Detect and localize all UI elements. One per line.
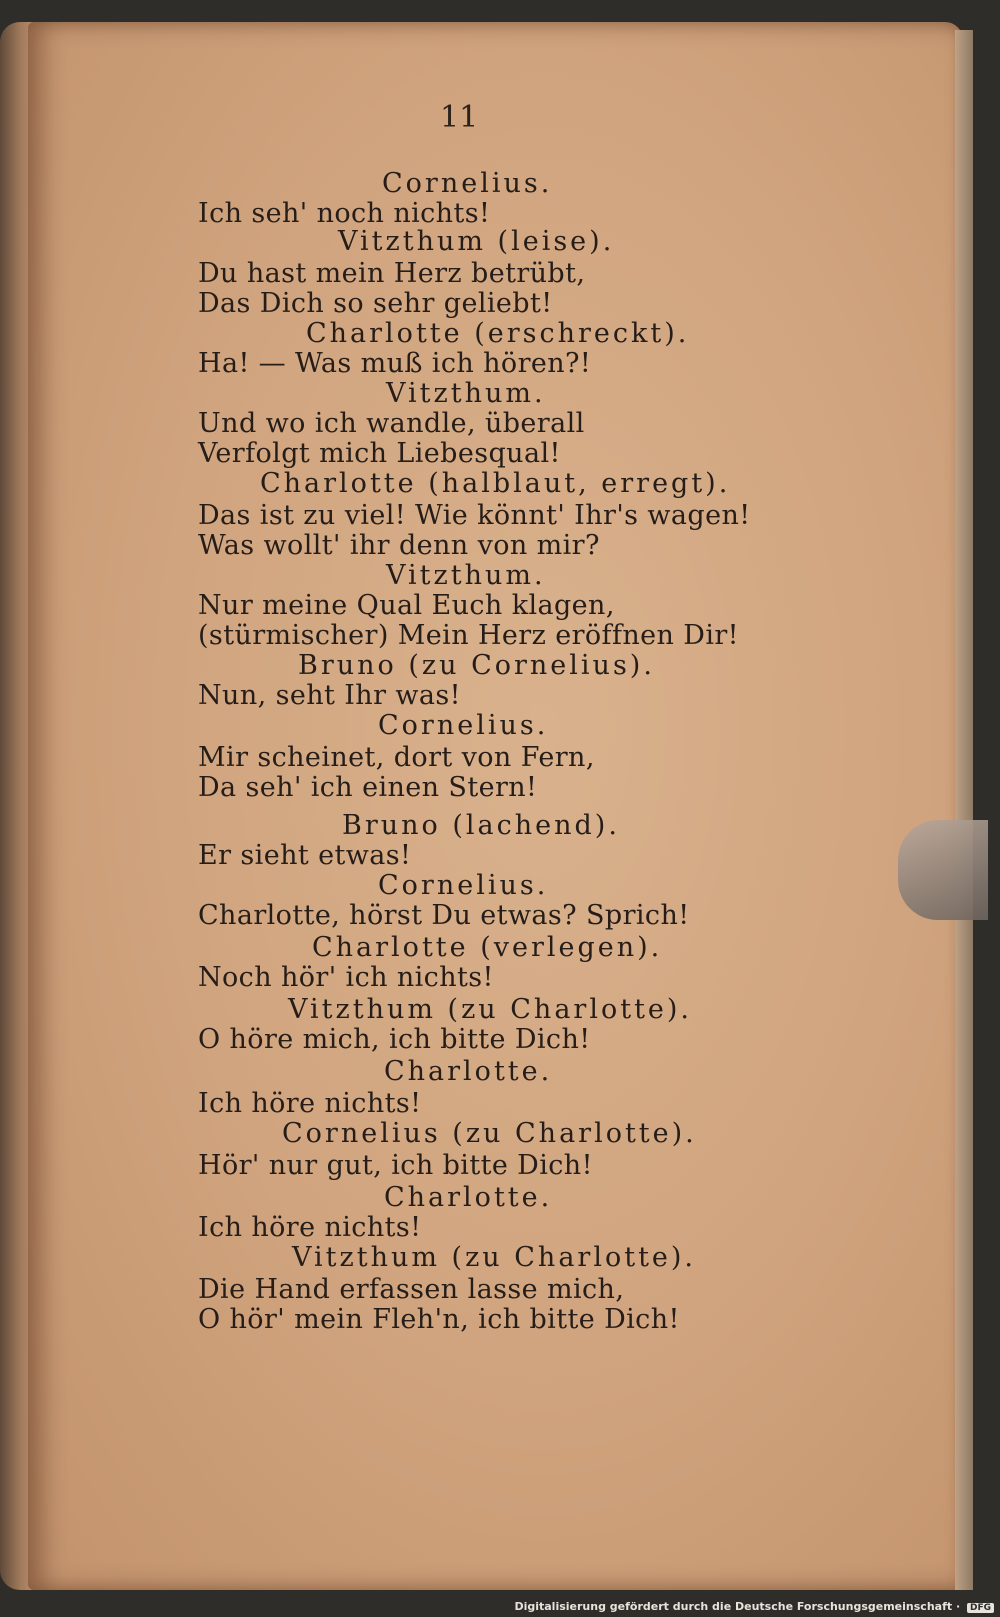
speaker-heading: Cornelius.	[378, 710, 549, 741]
digitization-credit: Digitalisierung gefördert durch die Deutsche Forschungsgemeinschaft · DFG	[514, 1600, 994, 1613]
verse-line: O hör' mein Fleh'n, ich bitte Dich!	[198, 1304, 680, 1335]
verse-line: Das Dich so sehr geliebt!	[198, 288, 553, 319]
verse-line: (stürmischer) Mein Herz eröffnen Dir!	[198, 620, 739, 651]
verse-line: Noch hör' ich nichts!	[198, 962, 494, 993]
verse-line: Du hast mein Herz betrübt,	[198, 258, 586, 289]
speaker-heading: Vitzthum.	[386, 560, 546, 591]
speaker-heading: Charlotte (verlegen).	[312, 932, 663, 963]
verse-line: Ich höre nichts!	[198, 1088, 422, 1119]
verse-line: Verfolgt mich Liebesqual!	[198, 438, 561, 469]
speaker-heading: Charlotte (erschreckt).	[306, 318, 690, 349]
verse-line: Was wollt' ihr denn von mir?	[198, 530, 600, 561]
verse-line: Charlotte, hörst Du etwas? Sprich!	[198, 900, 690, 931]
dfg-logo: DFG	[967, 1603, 994, 1613]
speaker-heading: Cornelius.	[378, 870, 549, 901]
verse-line: Das ist zu viel! Wie könnt' Ihr's wagen!	[198, 500, 751, 531]
speaker-heading: Vitzthum (zu Charlotte).	[292, 1242, 697, 1273]
verse-line: O höre mich, ich bitte Dich!	[198, 1024, 591, 1055]
page-number: 11	[440, 100, 479, 135]
speaker-heading: Charlotte.	[384, 1182, 553, 1213]
speaker-heading: Bruno (zu Cornelius).	[298, 650, 655, 681]
verse-line: Ich höre nichts!	[198, 1212, 422, 1243]
speaker-heading: Charlotte (halblaut, erregt).	[260, 468, 731, 499]
verse-line: Nun, seht Ihr was!	[198, 680, 461, 711]
verse-line: Nur meine Qual Euch klagen,	[198, 590, 615, 621]
verse-line: Da seh' ich einen Stern!	[198, 772, 538, 803]
speaker-heading: Cornelius.	[382, 168, 553, 199]
speaker-heading: Cornelius (zu Charlotte).	[282, 1118, 697, 1149]
verse-line: Ich seh' noch nichts!	[198, 198, 491, 229]
speaker-heading: Vitzthum (leise).	[338, 226, 615, 257]
credit-text: Digitalisierung gefördert durch die Deutsche Forschungsgemeinschaft	[514, 1600, 953, 1613]
verse-line: Die Hand erfassen lasse mich,	[198, 1274, 625, 1305]
speaker-heading: Vitzthum.	[386, 378, 546, 409]
speaker-heading: Bruno (lachend).	[342, 810, 620, 841]
verse-line: Hör' nur gut, ich bitte Dich!	[198, 1150, 593, 1181]
verse-line: Mir scheinet, dort von Fern,	[198, 742, 595, 773]
speaker-heading: Charlotte.	[384, 1056, 553, 1087]
speaker-heading: Vitzthum (zu Charlotte).	[288, 994, 693, 1025]
verse-line: Und wo ich wandle, überall	[198, 408, 585, 439]
verse-line: Ha! — Was muß ich hören?!	[198, 348, 592, 379]
verse-line: Er sieht etwas!	[198, 840, 412, 871]
